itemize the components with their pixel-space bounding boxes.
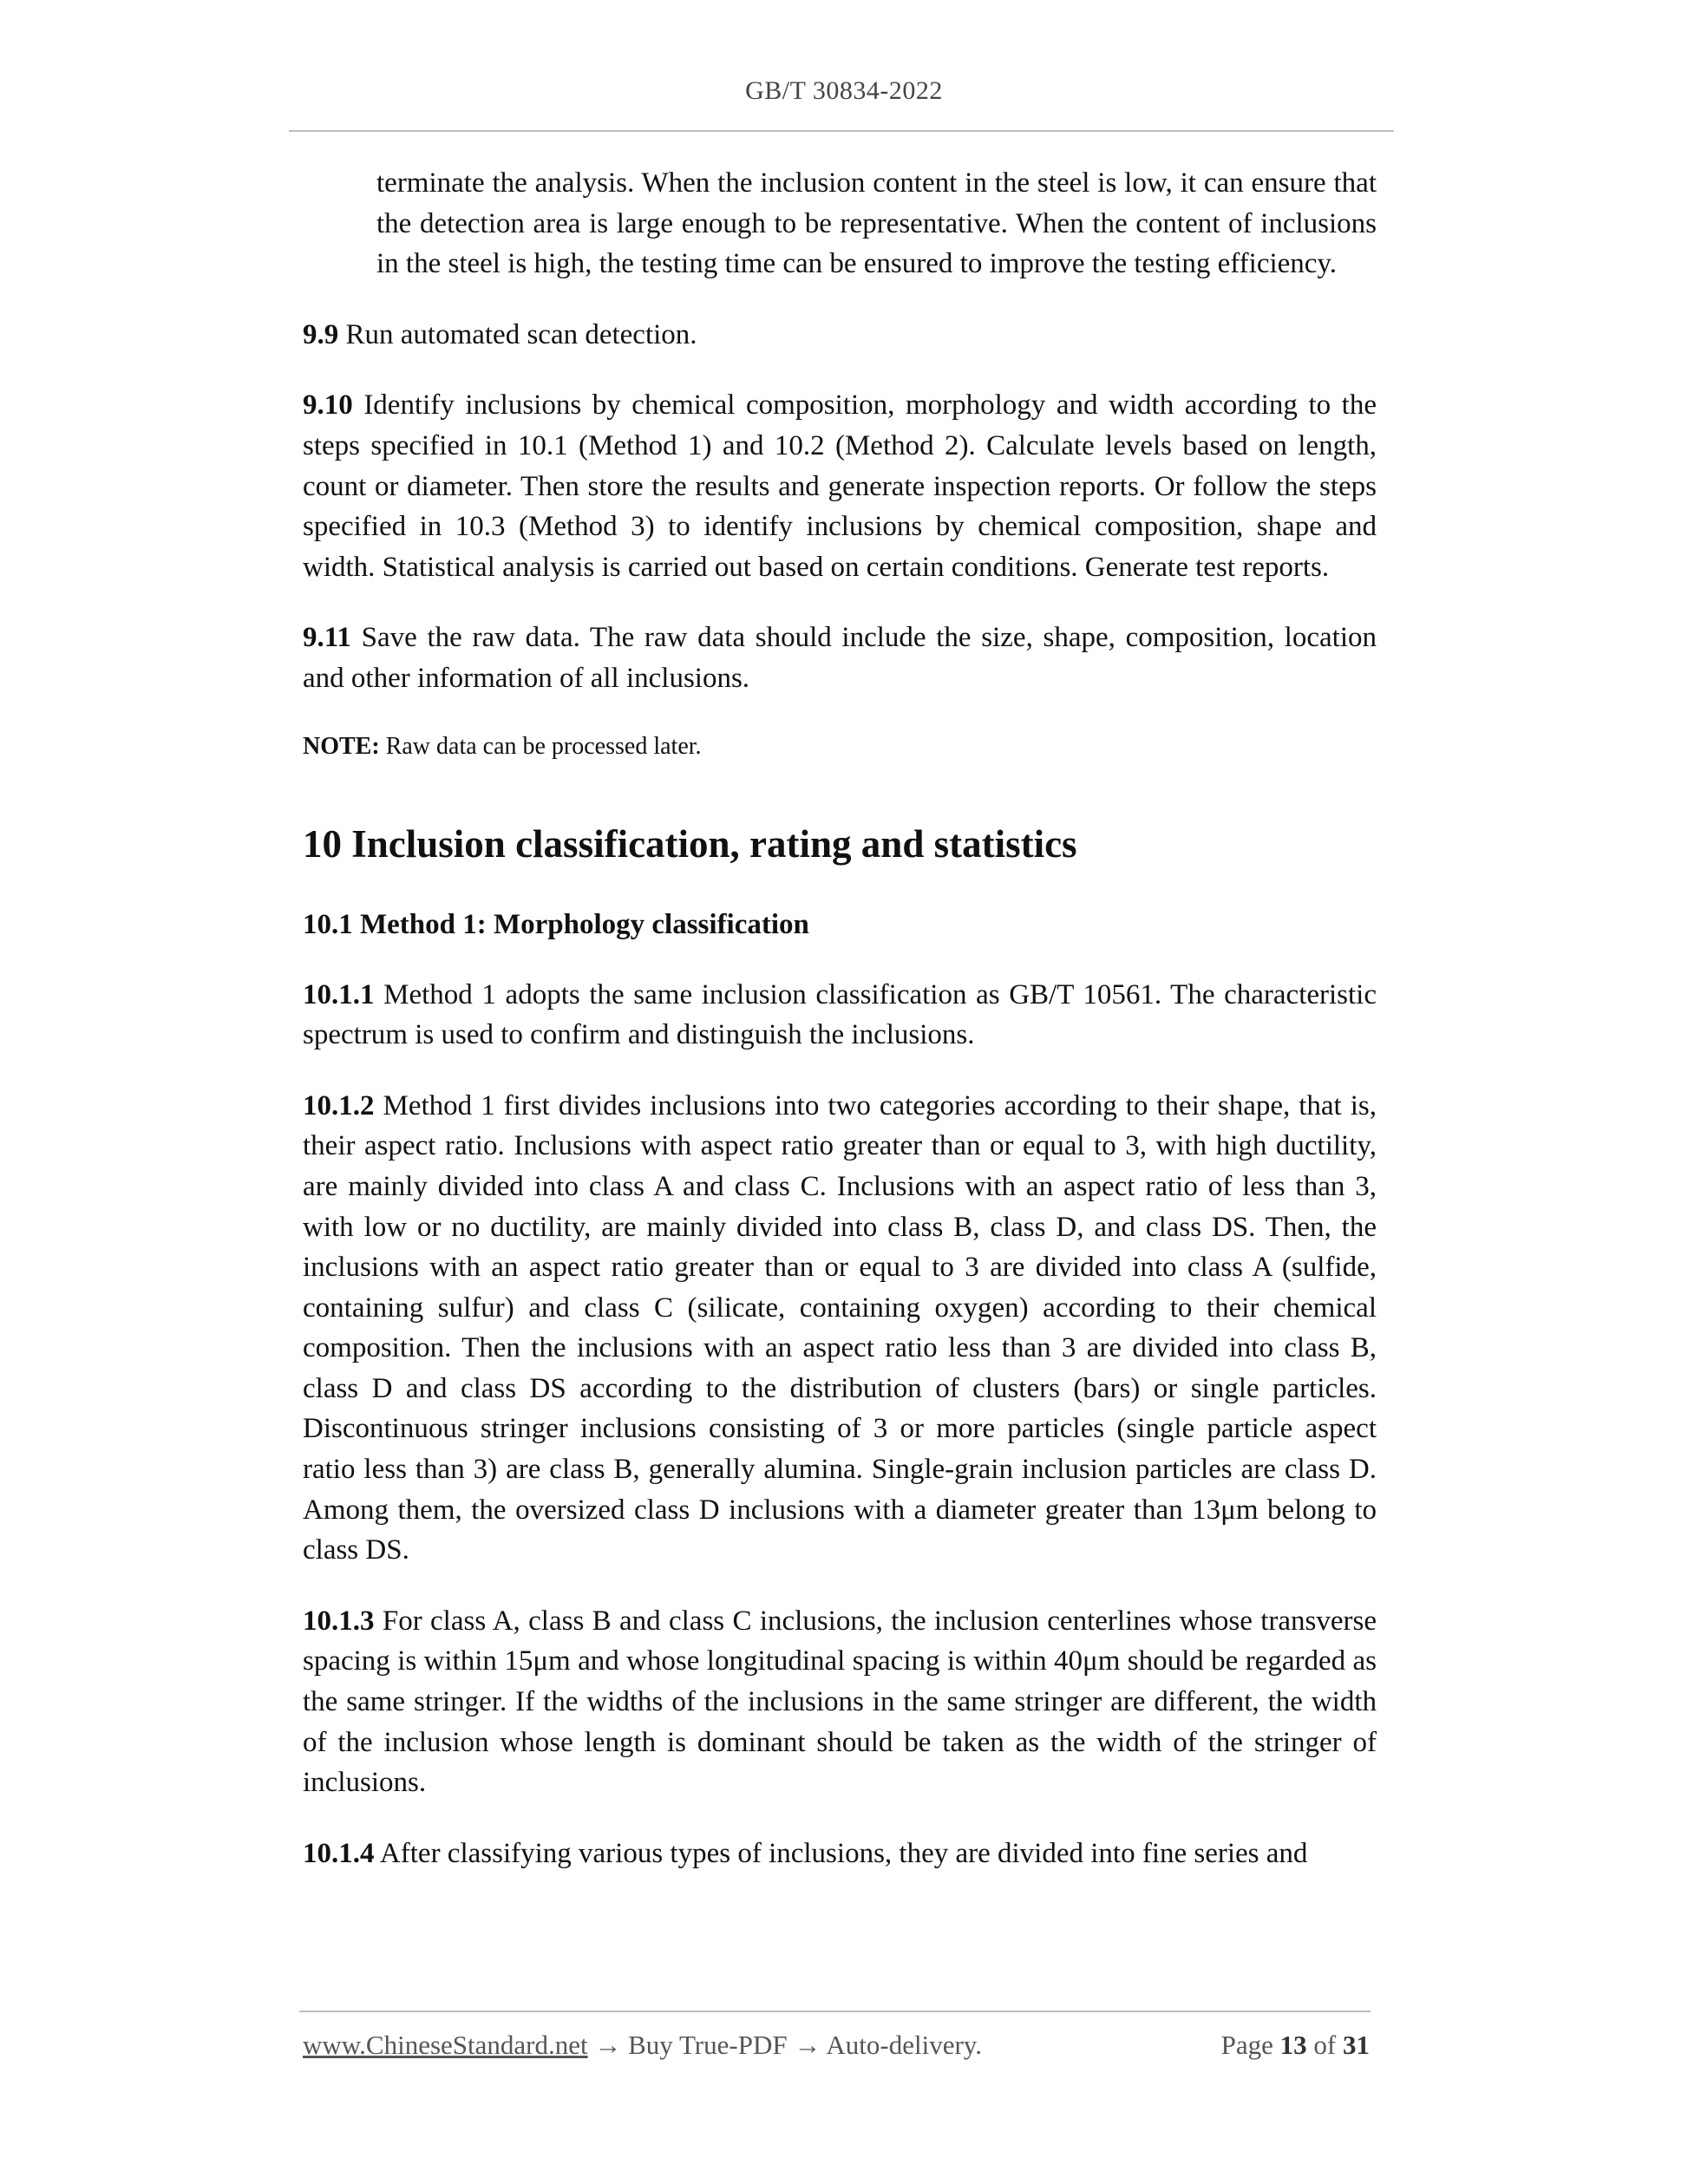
- continuation-paragraph: terminate the analysis. When the inclusion content in the steel is low, it can ensure that the detection area is large enough to be representative. When the content of inclusions in the steel is high, the testing time can be ensured to improve the testing efficiency.: [376, 167, 1377, 280]
- page-footer: [303, 2030, 1370, 2068]
- clause-10-1-4: [303, 1834, 1377, 1874]
- clause-9-10: [303, 385, 1377, 587]
- clause-10-1-2: [303, 1086, 1377, 1571]
- section-10-heading: 10 Inclusion classification, rating and statistics: [303, 821, 1077, 866]
- clause-9-11: [303, 618, 1377, 698]
- clause-text: After classifying various types of inclusions, they are divided into fine series and: [374, 1837, 1308, 1869]
- page-label: Page: [1220, 2030, 1280, 2060]
- page-indicator: [1221, 2030, 1370, 2061]
- clause-text: For class A, class B and class C inclusions, the inclusion centerlines whose transverse spacing is within 15μm and whose longitudinal spacing is within 40μm should be regarded as the same stringer. If the widths of the inclusions in the same stringer are different, the width of the inclusion whose length is dominant should be taken as the width of the stringer of inclusions.: [303, 1605, 1377, 1799]
- total-pages-number: 31: [1343, 2030, 1370, 2060]
- delivery-text: Auto-delivery.: [826, 2030, 983, 2060]
- of-label: of: [1306, 2030, 1343, 2060]
- header-divider: [289, 130, 1394, 132]
- clause-text: Identify inclusions by chemical composition, morphology and width according to the steps specified in 10.1 (Method 1) and 10.2 (Method 2). Calculate levels based on length, count or diameter. Then store the results and generate inspection reports. Or follow the steps specified in 10.3 (Method 3) to identify inclusions by chemical composition, shape and width. Statistical analysis is carried out based on certain conditions. Generate test reports.: [303, 389, 1377, 583]
- footer-promo: [303, 2030, 982, 2061]
- clause-text: Save the raw data. The raw data should include the size, shape, composition, location and other information of all inclusions.: [303, 622, 1377, 694]
- page-body: [303, 163, 1377, 1904]
- document-header: GB/T 30834-2022: [745, 76, 943, 105]
- clause-number: 10.1.2: [303, 1089, 375, 1121]
- clause-text: Run automated scan detection.: [338, 318, 697, 350]
- current-page-number: 13: [1279, 2030, 1307, 2060]
- clause-10-1-3: [303, 1601, 1377, 1803]
- website-link[interactable]: www.ChineseStandard.net: [303, 2030, 588, 2060]
- note-text: Raw data can be processed later.: [379, 732, 702, 760]
- clause-number: 10.1.3: [303, 1605, 375, 1637]
- clause-text: Method 1 adopts the same inclusion classification as GB/T 10561. The characteristic spectrum is used to confirm and distinguish the inclusions.: [303, 978, 1377, 1051]
- clause-text: Method 1 first divides inclusions into two categories according to their shape, that is, their aspect ratio. Inclusions with aspect ratio greater than or equal to 3, with high ductility, are mainly divided into class A and class C. Inclusions with an aspect ratio of less than 3, with low or no ductility, are mainly divided into class B, class D, and class DS. Then, the inclusions with an aspect ratio greater than or equal to 3 are divided into class A (sulfide, containing sulfur) and class C (silicate, containing oxygen) according to their chemical composition. Then the inclusions with an aspect ratio less than 3 are divided into class B, class D and class DS according to the distribution of clusters (bars) or single particles. Discontinuous stringer inclusions consisting of 3 or more particles (single particle aspect ratio less than 3) are class B, generally alumina. Single-grain inclusion particles are class D. Among them, the oversized class D inclusions with a diameter greater than 13μm belong to class DS.: [303, 1089, 1377, 1566]
- arrow-right-icon: →: [587, 2030, 629, 2060]
- buy-pdf-text: Buy True-PDF: [628, 2030, 788, 2060]
- note-label: NOTE:: [303, 732, 380, 760]
- clause-10-1-1: [303, 975, 1377, 1056]
- clause-number: 10.1.1: [303, 978, 375, 1010]
- footer-divider: [299, 2011, 1371, 2012]
- clause-number: 9.11: [303, 622, 351, 654]
- note: [303, 729, 1377, 764]
- clause-number: 9.9: [303, 318, 339, 350]
- clause-number: 9.10: [303, 389, 353, 422]
- clause-number: 10.1.4: [303, 1837, 375, 1869]
- subsection-10-1-heading: 10.1 Method 1: Morphology classification: [303, 908, 809, 940]
- arrow-right-icon: →: [787, 2030, 827, 2060]
- clause-9-9: [303, 315, 1377, 356]
